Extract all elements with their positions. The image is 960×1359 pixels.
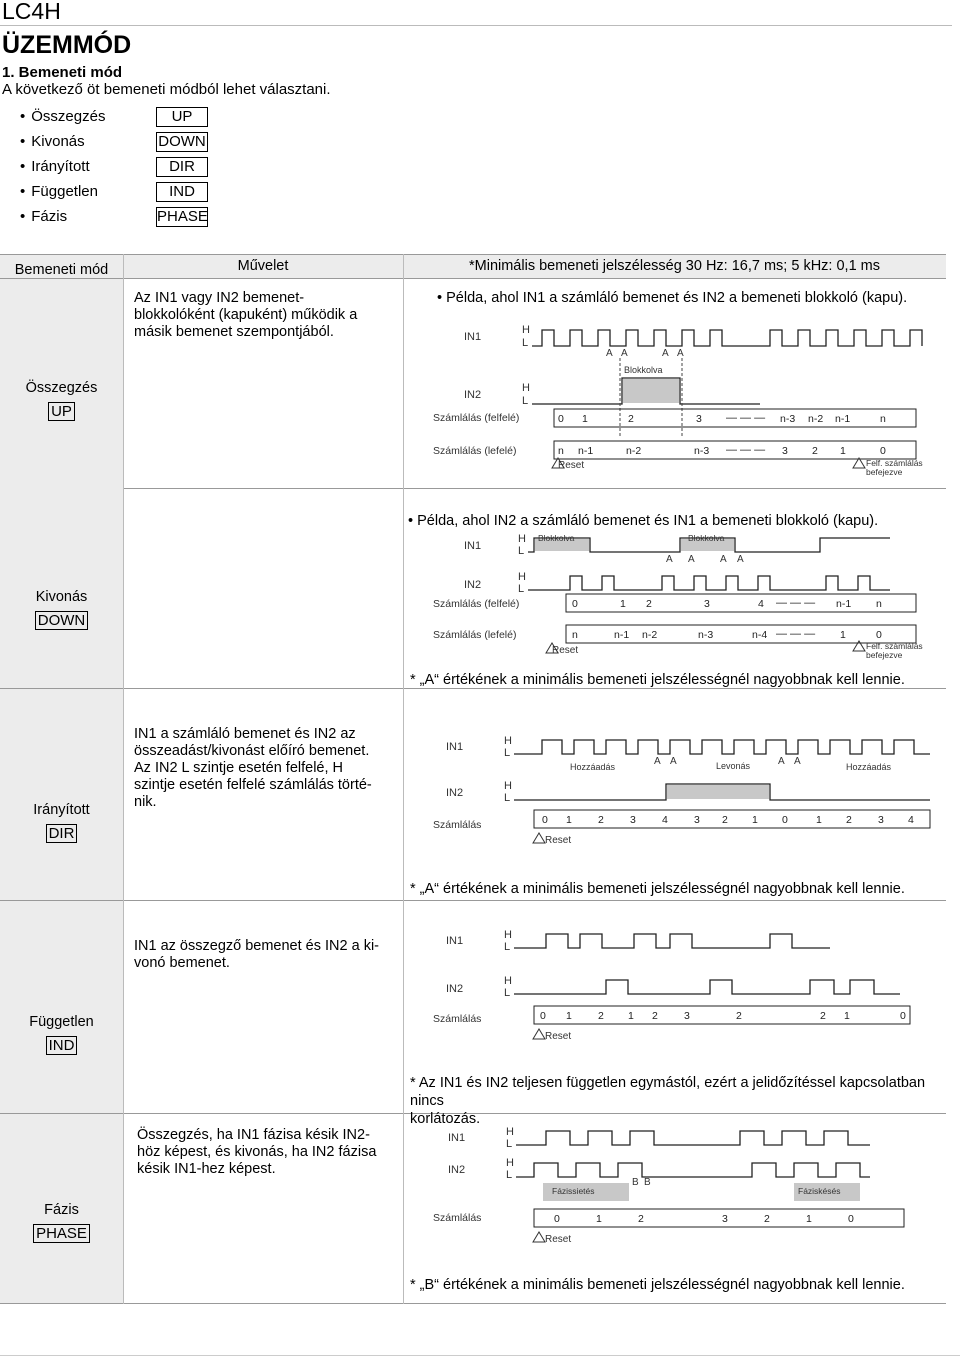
mode-code-box: DOWN [35, 611, 89, 630]
a-marker: A [677, 348, 684, 359]
count-label: Számlálás [433, 1013, 482, 1025]
reset-label: Reset [558, 460, 585, 471]
count-value: 1 [628, 1010, 634, 1022]
down-timing-diagram [430, 530, 940, 662]
count-value: 3 [704, 598, 710, 610]
b-marker: B [644, 1177, 651, 1188]
a-marker: A [621, 348, 628, 359]
count-value: n-3 [698, 629, 714, 641]
count-value: 0 [782, 814, 788, 826]
mode-code-box: IND [156, 182, 208, 202]
h-label: H [504, 780, 512, 792]
count-value: 2 [812, 445, 818, 457]
count-value: 2 [646, 598, 652, 610]
count-value: n-1 [836, 598, 852, 610]
count-value: 1 [806, 1213, 812, 1225]
a-marker: A [794, 756, 801, 767]
h-label: H [518, 571, 526, 583]
count-value: n [558, 445, 564, 457]
col-header-note: *Minimális bemeneti jelszélesség 30 Hz: 16,7 ms; 5 kHz: 0,1 ms [469, 258, 880, 274]
count-value: 3 [878, 814, 884, 826]
mode-list-item: • Kivonás [20, 133, 85, 150]
add-label: Hozzáadás [846, 762, 892, 772]
reset-label: Reset [545, 835, 572, 846]
in1-waveform [532, 330, 922, 346]
count-value: 3 [684, 1010, 690, 1022]
finished-label: befejezve [866, 650, 903, 660]
table-rule [0, 278, 946, 279]
mode-list-item: • Irányított [20, 158, 90, 175]
sub-region [667, 785, 769, 799]
dir-timing-diagram [430, 730, 940, 850]
in2-waveform [528, 576, 890, 590]
lag-label: Fáziskésés [798, 1186, 841, 1196]
a-marker: A [654, 756, 661, 767]
blocked-label: Blokkolva [624, 365, 663, 375]
count-value: 2 [820, 1010, 826, 1022]
section-title: ÜZEMMÓD [2, 31, 132, 59]
count-value: 0 [554, 1213, 560, 1225]
count-label: Számlálás [433, 819, 482, 831]
count-up-cells [566, 594, 916, 612]
count-value: 2 [598, 814, 604, 826]
blocked-label: Blokkolva [538, 533, 575, 543]
footer-rule [0, 1355, 960, 1356]
b-marker: B [632, 1177, 639, 1188]
section-subtitle: 1. Bemeneti mód [2, 64, 123, 81]
count-value: 1 [844, 1010, 850, 1022]
in2-label: IN2 [448, 1164, 466, 1176]
in2-waveform [516, 1163, 870, 1177]
table-rule [0, 1303, 946, 1304]
mode-label-down: Kivonás DOWN [35, 589, 88, 629]
finished-label: Felf. számlálás [866, 641, 923, 651]
mode-code-box: PHASE [33, 1224, 90, 1243]
count-value: n [572, 629, 578, 641]
a-marker: A [666, 554, 673, 565]
phase-timing-diagram [430, 1123, 940, 1249]
count-value: 0 [900, 1010, 906, 1022]
h-label: H [518, 533, 526, 545]
h-label: H [504, 929, 512, 941]
mode-code-box: UP [156, 107, 208, 127]
l-label: L [522, 395, 529, 407]
in1-waveform [514, 934, 830, 948]
up-description: Az IN1 vagy IN2 bemenet- blokkolóként (kapuként) működik a másik bemenet szempontjából. [134, 290, 358, 340]
count-up-label: Számlálás (felfelé) [433, 412, 520, 424]
count-value: 1 [596, 1213, 602, 1225]
count-cells [534, 1006, 910, 1024]
a-marker: A [778, 756, 785, 767]
in1-label: IN1 [446, 935, 464, 947]
table-column-divider [403, 254, 404, 1304]
h-label: H [522, 324, 530, 336]
count-value: n-3 [694, 445, 710, 457]
lead-label: Fázissietés [552, 1186, 595, 1196]
count-value: 1 [816, 814, 822, 826]
mode-code-box: UP [48, 402, 75, 421]
count-value: 4 [662, 814, 668, 826]
count-value: 0 [880, 445, 886, 457]
count-value: n-1 [614, 629, 630, 641]
count-value: 2 [598, 1010, 604, 1022]
count-value: 0 [540, 1010, 546, 1022]
a-marker: A [606, 348, 613, 359]
reset-label: Reset [545, 1031, 572, 1042]
mode-list-item: • Független [20, 183, 98, 200]
count-value: 3 [722, 1213, 728, 1225]
reset-label: Reset [552, 645, 579, 656]
table-column-divider [123, 254, 124, 1304]
mode-label-up: Összegzés UP [25, 380, 98, 420]
count-label: Számlálás [433, 1212, 482, 1224]
mode-code-box: DIR [156, 157, 208, 177]
col-header-mode: Bemeneti mód [14, 262, 109, 278]
mode-label-ind: Független IND [29, 1014, 94, 1054]
mode-list-item: • Összegzés [20, 108, 106, 125]
count-value: 1 [566, 1010, 572, 1022]
in1-waveform [516, 1131, 870, 1145]
l-label: L [504, 747, 511, 759]
mode-code-box: IND [46, 1036, 78, 1055]
ellipsis: — — — [776, 597, 816, 609]
finished-label: befejezve [866, 467, 903, 477]
l-label: L [506, 1138, 513, 1150]
blocked-region [623, 379, 679, 403]
l-label: L [504, 941, 511, 953]
count-value: 2 [628, 413, 634, 425]
l-label: L [518, 545, 525, 557]
a-marker: A [737, 554, 744, 565]
count-value: n-1 [578, 445, 594, 457]
count-value: n [876, 598, 882, 610]
blocked-label: Blokkolva [688, 533, 725, 543]
count-value: n-2 [642, 629, 658, 641]
mode-label-phase: Fázis PHASE [0, 1202, 123, 1243]
in1-label: IN1 [464, 331, 482, 343]
in2-waveform [514, 980, 900, 994]
l-label: L [504, 792, 511, 804]
section-intro: A következő öt bemeneti módból lehet választani. [2, 81, 331, 98]
count-value: 0 [876, 629, 882, 641]
mode-label-dir: Irányított DIR [33, 802, 90, 842]
reset-triangle-icon [533, 1232, 545, 1242]
count-value: 2 [638, 1213, 644, 1225]
count-value: 2 [846, 814, 852, 826]
a-marker: A [720, 554, 727, 565]
count-down-label: Számlálás (lefelé) [433, 445, 517, 457]
count-value: n-3 [780, 413, 796, 425]
count-value: 1 [752, 814, 758, 826]
phase-description: Összegzés, ha IN1 fázisa késik IN2- höz képest, és kivonás, ha IN2 fázisa késik IN1-hez képest. [137, 1127, 377, 1177]
l-label: L [504, 987, 511, 999]
reset-triangle-icon [533, 1029, 545, 1039]
count-value: 1 [840, 445, 846, 457]
down-footnote: * „A“ értékének a minimális bemeneti jelszélességnél nagyobbnak kell lennie. [410, 672, 905, 688]
ind-timing-diagram [430, 926, 940, 1046]
count-value: n-2 [626, 445, 642, 457]
dir-description: IN1 a számláló bemenet és IN2 az összeadást/kivonást előíró bemenet. Az IN2 L szintje esetén felfelé, H szintje esetén felfelé számlálás törté- nik. [134, 726, 372, 810]
l-label: L [506, 1169, 513, 1181]
in1-label: IN1 [464, 540, 482, 552]
up-example-text: • Példa, ahol IN1 a számláló bemenet és IN2 a bemeneti blokkoló (kapu). [437, 290, 908, 306]
mode-list-item: • Fázis [20, 208, 68, 225]
up-timing-diagram [430, 318, 940, 483]
count-value: 2 [652, 1010, 658, 1022]
dir-footnote: * „A“ értékének a minimális bemeneti jelszélességnél nagyobbnak kell lennie. [410, 881, 905, 897]
document-header-title: LC4H [2, 0, 61, 24]
count-value: 0 [558, 413, 564, 425]
count-value: n [880, 413, 886, 425]
h-label: H [506, 1126, 514, 1138]
count-value: 3 [696, 413, 702, 425]
count-value: 0 [542, 814, 548, 826]
a-marker: A [662, 348, 669, 359]
ind-description: IN1 az összegző bemenet és IN2 a ki- vonó bemenet. [134, 938, 380, 971]
count-value: 1 [620, 598, 626, 610]
table-rule [0, 900, 946, 901]
h-label: H [504, 975, 512, 987]
ellipsis: — — — [726, 412, 766, 424]
in2-label: IN2 [464, 579, 482, 591]
ellipsis: — — — [726, 444, 766, 456]
ellipsis: — — — [776, 628, 816, 640]
l-label: L [522, 337, 529, 349]
in2-label: IN2 [464, 389, 482, 401]
a-marker: A [670, 756, 677, 767]
a-marker: A [688, 554, 695, 565]
in1-label: IN1 [446, 741, 464, 753]
h-label: H [522, 382, 530, 394]
finished-label: Felf. számlálás [866, 458, 923, 468]
count-value: 4 [908, 814, 914, 826]
h-label: H [504, 735, 512, 747]
reset-triangle-icon [533, 833, 545, 843]
table-rule [123, 488, 946, 489]
count-down-label: Számlálás (lefelé) [433, 629, 517, 641]
count-value: n-1 [835, 413, 851, 425]
mode-code-box: DOWN [156, 132, 208, 152]
header-divider [0, 25, 952, 26]
count-value: 2 [722, 814, 728, 826]
count-value: 4 [758, 598, 764, 610]
add-label: Hozzáadás [570, 762, 616, 772]
count-up-label: Számlálás (felfelé) [433, 598, 520, 610]
reset-label: Reset [545, 1234, 572, 1245]
count-value: 1 [840, 629, 846, 641]
count-cells [534, 810, 930, 828]
count-value: 3 [630, 814, 636, 826]
in2-label: IN2 [446, 983, 464, 995]
count-value: 2 [736, 1010, 742, 1022]
down-example-text: • Példa, ahol IN2 a számláló bemenet és IN1 a bemeneti blokkoló (kapu). [408, 513, 879, 529]
count-value: n-4 [752, 629, 768, 641]
count-value: 3 [694, 814, 700, 826]
col-header-operation: Művelet [237, 258, 289, 274]
count-value: 0 [572, 598, 578, 610]
mode-code-box: DIR [46, 824, 78, 843]
sub-label: Levonás [716, 761, 751, 771]
count-value: 3 [782, 445, 788, 457]
ind-footnote: * Az IN1 és IN2 teljesen független egymástól, ezért a jelidőzítéssel kapcsolatban nincs korlátozás. [410, 1075, 926, 1127]
in1-label: IN1 [448, 1132, 466, 1144]
count-value: 2 [764, 1213, 770, 1225]
mode-code-box: PHASE [157, 208, 208, 225]
l-label: L [518, 583, 525, 595]
count-value: 1 [566, 814, 572, 826]
in1-waveform [514, 740, 930, 754]
in2-label: IN2 [446, 787, 464, 799]
count-value: 1 [582, 413, 588, 425]
h-label: H [506, 1157, 514, 1169]
count-value: n-2 [808, 413, 824, 425]
count-value: 0 [848, 1213, 854, 1225]
phase-footnote: * „B“ értékének a minimális bemeneti jelszélességnél nagyobbnak kell lennie. [410, 1277, 905, 1293]
